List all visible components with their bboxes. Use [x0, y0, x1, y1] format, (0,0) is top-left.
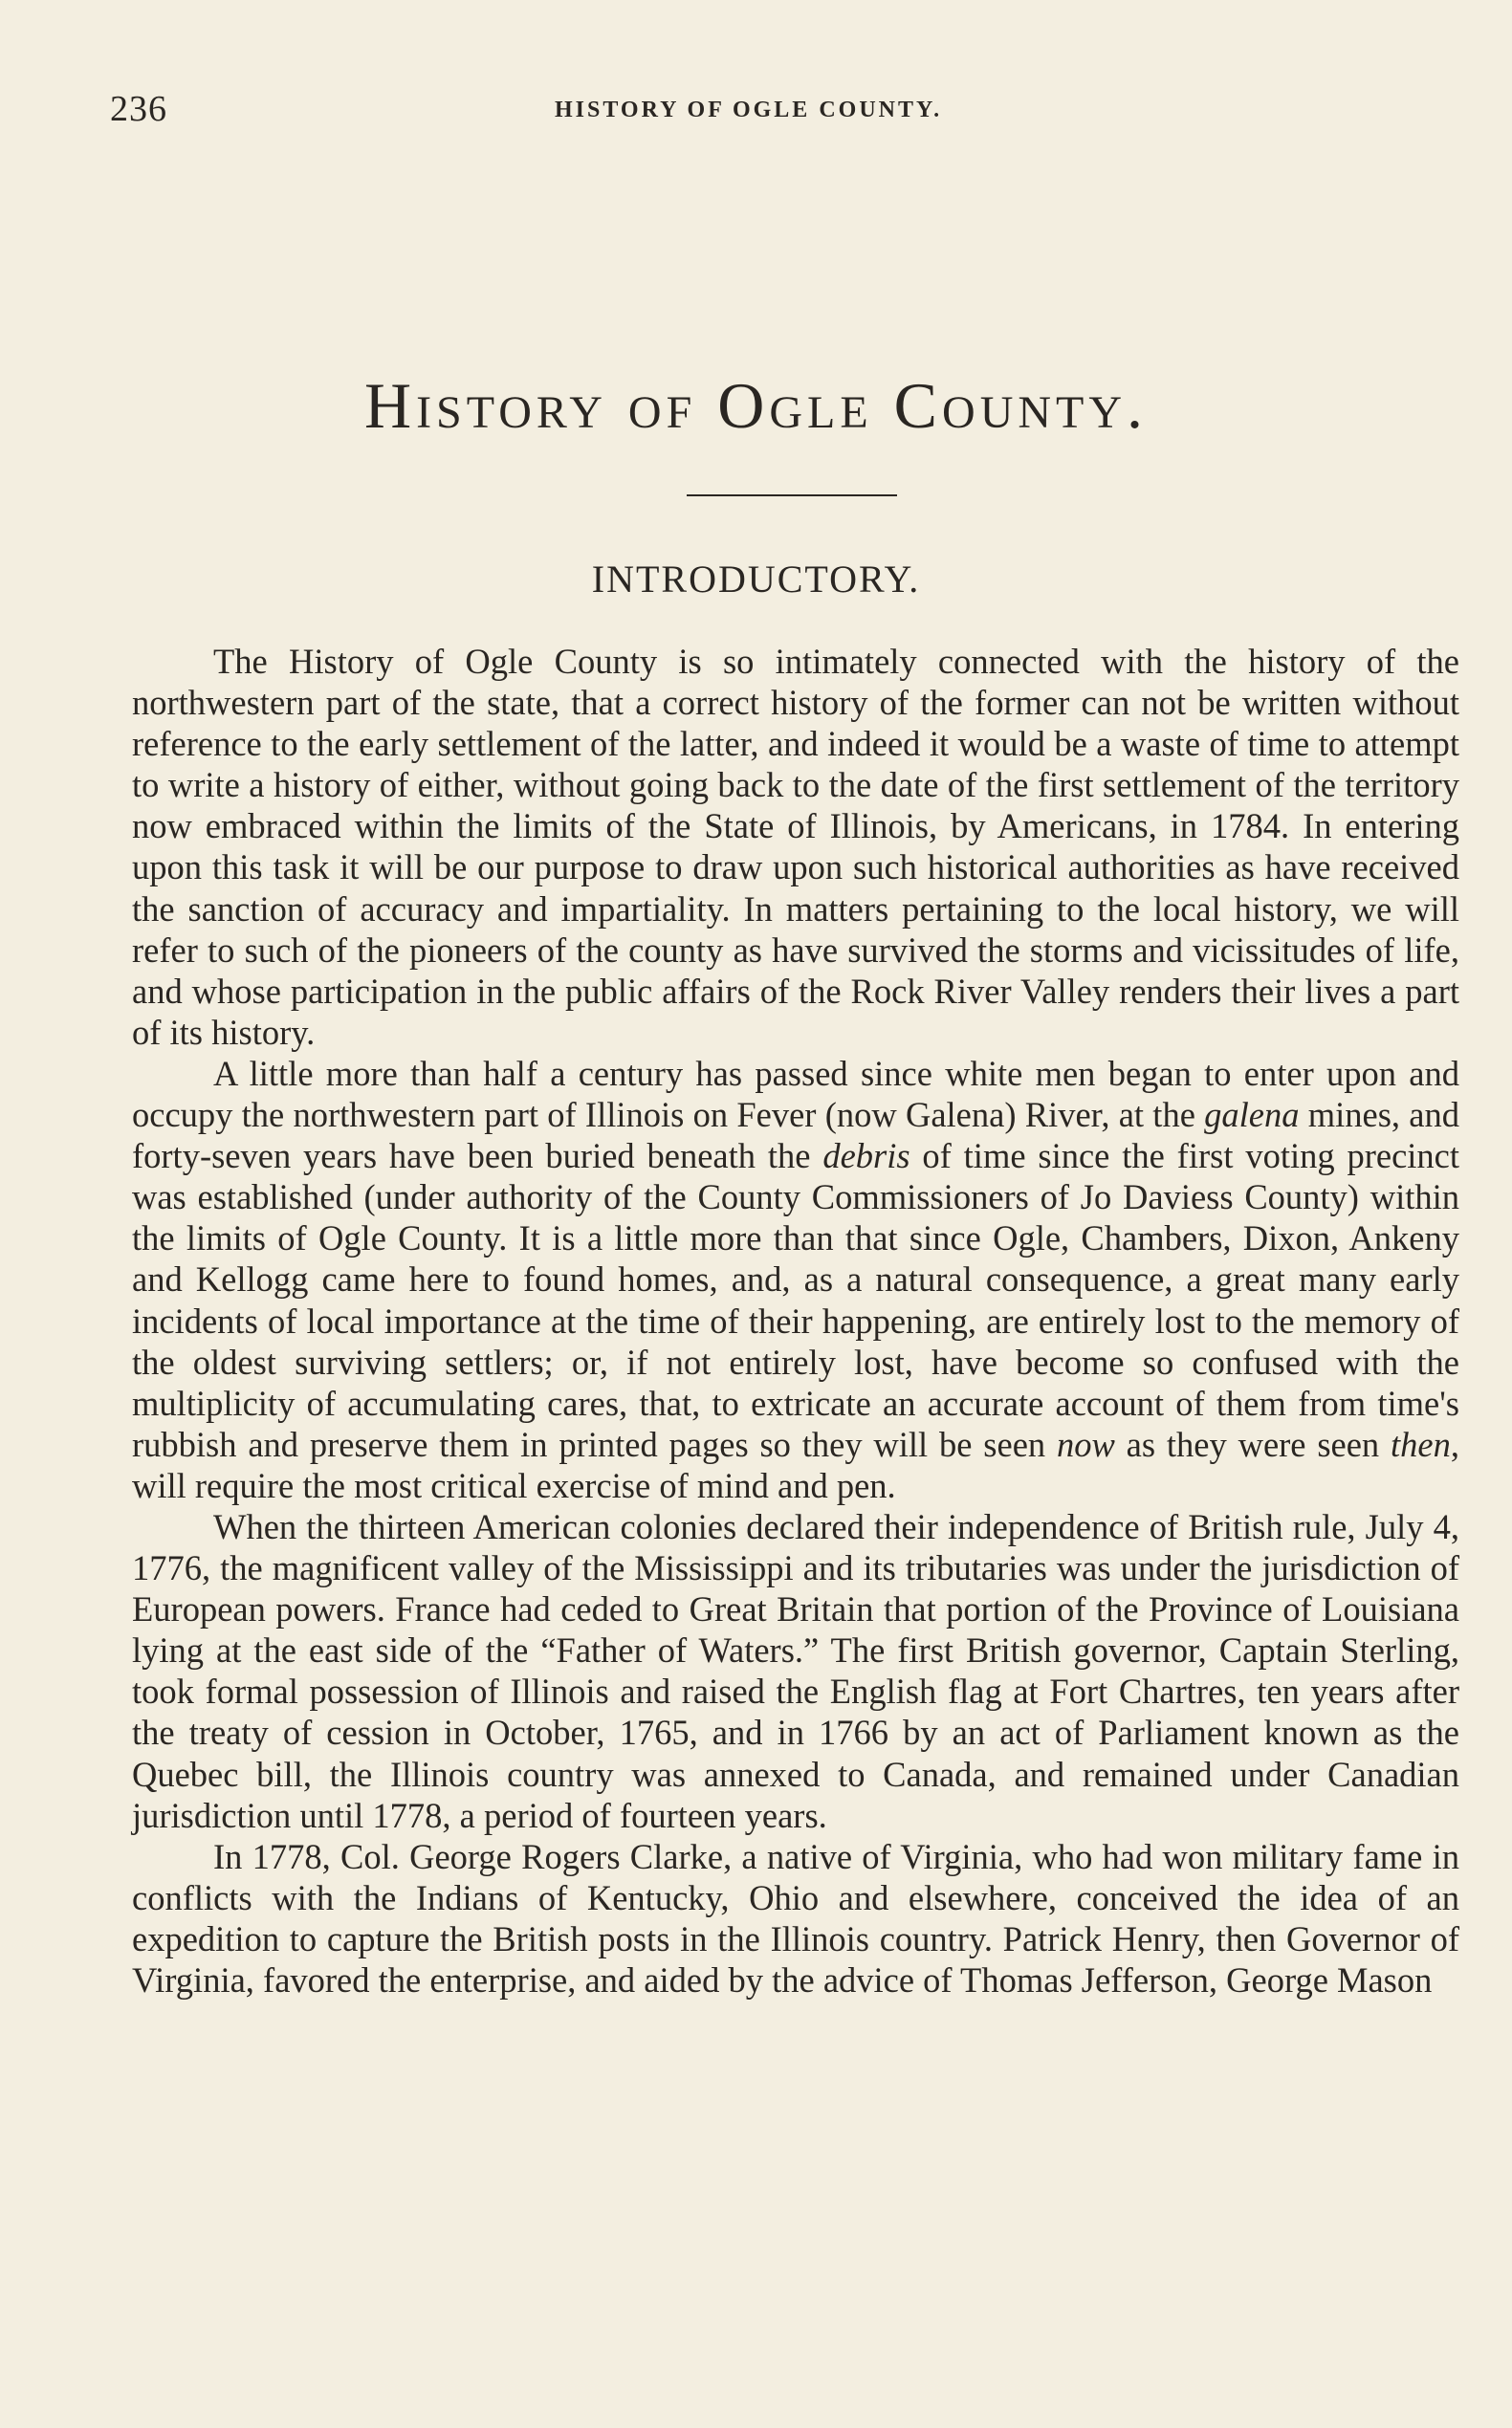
body-text: [132, 641, 1459, 2001]
paragraph: [132, 1836, 1459, 2001]
paragraph: [132, 641, 1459, 1053]
section-heading: INTRODUCTORY.: [591, 558, 921, 601]
italic-text: then: [1391, 1424, 1451, 1464]
paragraph: [132, 1506, 1459, 1836]
running-head: [110, 88, 1468, 136]
paragraph-text: , will require the most critical exercise of mind and pen.: [132, 1424, 1459, 1505]
paragraph-text: as they were seen: [1114, 1424, 1391, 1464]
paragraph-text: When the thirteen American colonies declared their independence of British rule, July 4, 1776, the magnificent valley of the Mississippi and its tributaries was under the jurisdiction of European powers. France had ceded to Great Britain that portion of the Province of Louisiana lying at the east side of the “Father of Waters.” The first British governor, Captain Sterling, took formal possession of Illinois and raised the English flag at Fort Chartres, ten years after the treaty of cession in October, 1765, and in 1766 by an act of Parliament known as the Quebec bill, the Illinois country was annexed to Canada, and remained under Canadian jurisdiction until 1778, a period of fourteen years.: [132, 1506, 1459, 1835]
italic-text: now: [1057, 1424, 1115, 1464]
paragraph-text: A little more than half a century has passed since white men began to enter upon and occupy the northwestern part of Illinois on Fever (now Galena) River, at the: [132, 1053, 1459, 1135]
paragraph-text: In 1778, Col. George Rogers Clarke, a native of Virginia, who had won military fame in conflicts with the Indians of Kentucky, Ohio and elsewhere, conceived the idea of an expedition to capture the British posts in the Illinois country. Patrick Henry, then Governor of Virginia, favored the enterprise, and aided by the advice of Thomas Jefferson, George Mason: [132, 1836, 1459, 2000]
italic-text: debris: [822, 1136, 910, 1176]
page-number: 236: [110, 89, 167, 129]
paragraph: [132, 1053, 1459, 1506]
italic-text: galena: [1204, 1095, 1300, 1135]
paragraph-text: mines, and forty-seven years have been buried beneath the: [132, 1095, 1460, 1176]
paragraph-text: The History of Ogle County is so intimately connected with the history of the northwestern part of the state, that a correct history of the former can not be written without reference to the early settlement of the latter, and indeed it would be a waste of time to attempt to write a history of either, without going back to the date of the first settlement of the territory now embraced within the limits of the State of Illinois, by Americans, in 1784. In entering upon this task it will be our purpose to draw upon such historical authorities as have received the sanction of accuracy and impartiality. In matters pertaining to the local history, we will refer to such of the pioneers of the county as have survived the storms and vicissitudes of life, and whose participation in the public affairs of the Rock River Valley renders their lives a part of its history.: [132, 642, 1459, 1052]
running-title: HISTORY OF OGLE COUNTY.: [555, 98, 943, 122]
page-title: History of Ogle County.: [363, 369, 1149, 442]
title-divider: [687, 494, 897, 496]
paragraph-text: of time since the first voting precinct was established (under authority of the County Commissioners of Jo Daviess County) within the limits of Ogle County. It is a little more than that since Ogle, Chambers, Dixon, Ankeny and Kellogg came here to found homes, and, as a natural consequence, a great many early incidents of local importance at the time of their happening, are entirely lost to the memory of the oldest surviving settlers; or, if not entirely lost, have become so confused with the multiplicity of accumulating cares, that, to extricate an accurate account of them from time's rubbish and preserve them in printed pages so they will be seen: [132, 1136, 1459, 1464]
